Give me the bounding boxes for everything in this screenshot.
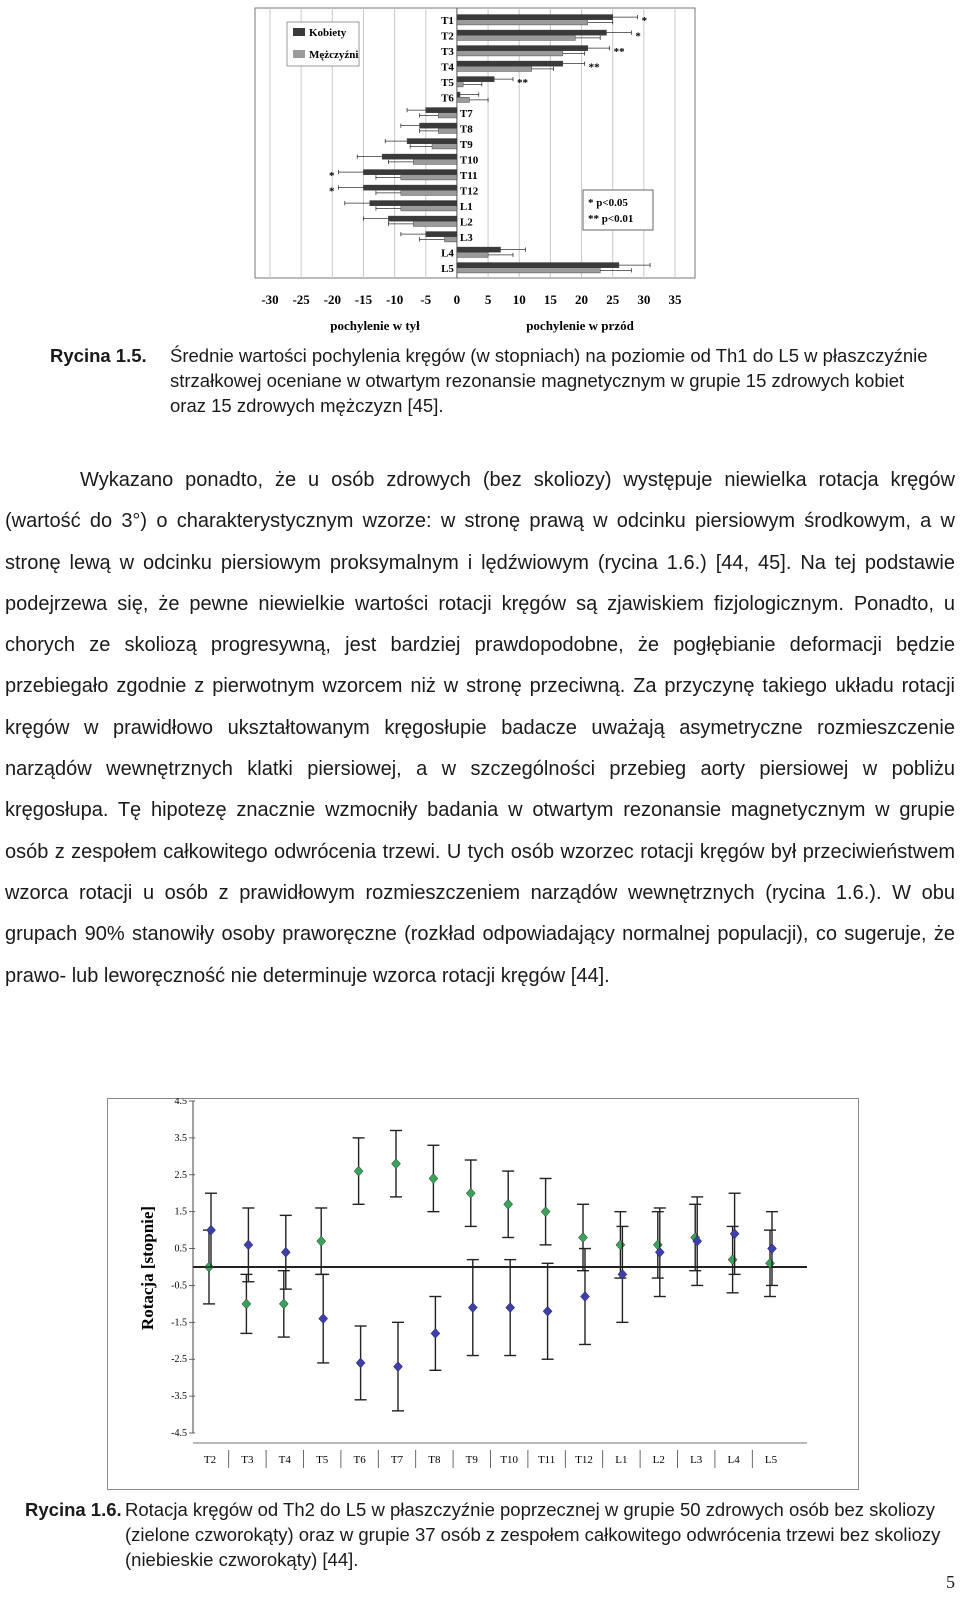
significance-legend-p01: ** p<0.01 bbox=[588, 213, 634, 225]
legend-label-kobiety: Kobiety bbox=[309, 27, 347, 39]
legend-swatch-mezczyzni bbox=[293, 50, 305, 58]
x-tick-label: -30 bbox=[261, 292, 279, 307]
category-label: L5 bbox=[441, 262, 454, 275]
bar-mężczyźni bbox=[457, 97, 469, 102]
bar-mężczyźni bbox=[444, 237, 456, 242]
category-label: T12 bbox=[459, 185, 479, 198]
significance-mark: ** bbox=[588, 61, 600, 74]
y-tick-label: -1.5 bbox=[171, 1317, 187, 1329]
category-label: L3 bbox=[690, 1454, 703, 1466]
bar-kobiety bbox=[457, 247, 501, 252]
category-label: T9 bbox=[459, 138, 473, 151]
chart-frame bbox=[108, 1099, 859, 1490]
x-tick-label: -5 bbox=[420, 292, 432, 307]
category-label: T6 bbox=[353, 1454, 366, 1466]
x-tick-label: 15 bbox=[543, 292, 557, 307]
figure-1-5-bar-chart bbox=[235, 0, 697, 342]
category-label: T6 bbox=[441, 92, 454, 105]
legend-label-mezczyzni: Mężczyźni bbox=[309, 49, 359, 61]
significance-mark: ** bbox=[613, 45, 625, 58]
page-number: 5 bbox=[946, 1572, 955, 1592]
y-tick-label: 2.5 bbox=[174, 1169, 187, 1181]
significance-mark: * bbox=[641, 14, 648, 27]
category-label: T5 bbox=[316, 1454, 329, 1466]
bar-mężczyźni bbox=[438, 113, 457, 118]
significance-mark: * bbox=[329, 169, 335, 182]
figure-1-6-label: Rycina 1.6. bbox=[25, 1499, 122, 1520]
bar-mężczyźni bbox=[457, 252, 488, 257]
bar-kobiety bbox=[457, 61, 563, 66]
bar-kobiety bbox=[426, 108, 457, 113]
significance-mark: * bbox=[329, 185, 335, 198]
x-tick-label: 35 bbox=[668, 292, 682, 307]
category-label: T8 bbox=[428, 1454, 441, 1466]
bar-mężczyźni bbox=[413, 221, 457, 226]
category-label: T12 bbox=[575, 1454, 593, 1466]
bar-kobiety bbox=[426, 232, 457, 237]
x-tick-label: -25 bbox=[292, 292, 310, 307]
x-tick-label: -10 bbox=[385, 292, 404, 307]
y-tick-label: -4.5 bbox=[171, 1428, 187, 1439]
category-label: L2 bbox=[459, 216, 473, 229]
category-label: L1 bbox=[615, 1454, 628, 1466]
category-label: L4 bbox=[727, 1454, 740, 1466]
bar-kobiety bbox=[363, 170, 456, 175]
category-label: L2 bbox=[652, 1454, 665, 1466]
figure-1-6-caption-text: Rotacja kręgów od Th2 do L5 w płaszczyźnie poprzecznej w grupie 50 zdrowych osób bez skoliozy (zielone czworokąty) oraz w grupie 37 osób z zespołem całkowitego odwrócenia trzewi bez skoliozy (niebieskie czworokąty) [44]. bbox=[125, 1499, 941, 1570]
category-label: T5 bbox=[441, 76, 454, 89]
bar-mężczyźni bbox=[457, 35, 575, 40]
figure-1-5-caption-text: Średnie wartości pochylenia kręgów (w stopniach) na poziomie od Th1 do L5 w płaszczyźnie strzałkowej oceniane w otwartym rezonansie magnetycznym w grupie 15 zdrowych kobiet oraz 15 zdrowych mężczyzn [45]. bbox=[170, 345, 928, 416]
bar-mężczyźni bbox=[457, 20, 588, 25]
body-paragraph-container bbox=[5, 460, 955, 997]
category-label: T4 bbox=[441, 61, 454, 74]
x-tick-label: 30 bbox=[637, 292, 651, 307]
bar-kobiety bbox=[457, 46, 588, 51]
bar-kobiety bbox=[420, 123, 457, 128]
category-label: T9 bbox=[465, 1454, 478, 1466]
figure-1-5-caption bbox=[50, 343, 950, 416]
legend-swatch-kobiety bbox=[293, 28, 305, 36]
category-label: T3 bbox=[241, 1454, 254, 1466]
y-tick-label: -0.5 bbox=[171, 1280, 187, 1292]
bar-mężczyźni bbox=[401, 206, 457, 211]
y-tick-label: 3.5 bbox=[174, 1132, 187, 1144]
bar-kobiety bbox=[457, 263, 619, 268]
category-label: T1 bbox=[441, 14, 454, 27]
category-label: T3 bbox=[441, 45, 454, 58]
category-label: T11 bbox=[459, 169, 478, 182]
x-tick-label: 5 bbox=[484, 292, 492, 307]
y-tick-label: -3.5 bbox=[171, 1391, 187, 1403]
category-label: T4 bbox=[278, 1454, 291, 1466]
category-label: T2 bbox=[441, 30, 454, 43]
bar-mężczyźni bbox=[457, 82, 463, 87]
bar-kobiety bbox=[388, 216, 457, 221]
bar-kobiety bbox=[370, 201, 457, 206]
category-label: T10 bbox=[500, 1454, 519, 1466]
bar-mężczyźni bbox=[438, 128, 457, 133]
x-tick-label: 10 bbox=[512, 292, 526, 307]
bar-kobiety bbox=[457, 77, 494, 82]
significance-legend bbox=[583, 190, 653, 230]
significance-legend-p05: * p<0.05 bbox=[588, 197, 628, 209]
bar-kobiety bbox=[457, 30, 607, 35]
figure-1-5-label: Rycina 1.5. bbox=[50, 345, 147, 366]
bar-kobiety bbox=[457, 15, 613, 20]
category-label: T10 bbox=[459, 154, 479, 167]
bar-mężczyźni bbox=[401, 175, 457, 180]
bar-mężczyźni bbox=[457, 66, 532, 71]
category-label: T11 bbox=[537, 1454, 556, 1466]
y-tick-label: 4.5 bbox=[174, 1098, 187, 1107]
y-tick-label: 0.5 bbox=[174, 1243, 187, 1255]
x-axis-label-right: pochylenie w przód bbox=[526, 318, 634, 333]
category-label: T7 bbox=[459, 107, 473, 120]
x-tick-label: 25 bbox=[606, 292, 620, 307]
bar-mężczyźni bbox=[401, 190, 457, 195]
category-label: L3 bbox=[459, 231, 473, 244]
x-axis-label-left: pochylenie w tył bbox=[330, 318, 420, 333]
bar-mężczyźni bbox=[457, 51, 563, 56]
x-tick-label: -20 bbox=[323, 292, 341, 307]
category-label: T8 bbox=[459, 123, 473, 136]
y-axis-label: Rotacja [stopnie] bbox=[138, 1205, 157, 1331]
figure-1-6-scatter-chart bbox=[107, 1098, 859, 1490]
category-label: L1 bbox=[459, 200, 473, 213]
category-label: T2 bbox=[203, 1454, 217, 1466]
y-tick-label: -2.5 bbox=[171, 1354, 187, 1366]
bar-kobiety bbox=[382, 154, 457, 159]
category-label: T7 bbox=[390, 1454, 404, 1466]
figure-1-6-caption bbox=[25, 1497, 955, 1570]
x-tick-label: -15 bbox=[354, 292, 373, 307]
significance-mark: * bbox=[635, 30, 641, 43]
legend bbox=[287, 22, 359, 66]
x-tick-label: 0 bbox=[453, 292, 461, 307]
x-tick-label: 20 bbox=[575, 292, 589, 307]
bar-mężczyźni bbox=[457, 268, 600, 273]
bar-kobiety bbox=[407, 139, 457, 144]
category-label: L4 bbox=[441, 247, 454, 260]
bar-kobiety bbox=[457, 92, 460, 97]
y-tick-label: 1.5 bbox=[174, 1206, 187, 1218]
category-label: L5 bbox=[764, 1454, 778, 1466]
bar-kobiety bbox=[363, 185, 456, 190]
bar-mężczyźni bbox=[413, 159, 457, 164]
bar-mężczyźni bbox=[432, 144, 457, 149]
body-paragraph: Wykazano ponadto, że u osób zdrowych (bez skoliozy) występuje niewielka rotacja kręgów (wartość do 3°) o charakterystycznym wzorze: w stronę prawą w odcinku piersiowym środkowym, a w stronę lewą w odcinku piersiowym proksymalnym i lędźwiowym (rycina 1.6.) [44, 45]. Na tej podstawie podejrzewa się, że pewne niewielkie wartości rotacji kręgów są zjawiskiem fizjologicznym. Ponadto, u chorych ze skoliozą progresywną, jest bardziej prawdopodobne, że pogłębianie deformacji będzie przebiegało zgodnie z pierwotnym wzorcem niż w stronę przeciwną. Za przyczynę takiego układu rotacji kręgów w prawidłowo ukształtowanym kręgosłupie badacze uważają asymetryczne rozmieszczenie narządów wewnętrznych klatki piersiowej, a w szczególności przebieg aorty piersiowej w pobliżu kręgosłupa. Tę hipotezę znacznie wzmocniły badania w otwartym rezonansie magnetycznym w grupie osób z zespołem całkowitego odwrócenia trzewi. U tych osób wzorzec rotacji kręgów był przeciwieństwem wzorca rotacji u osób z prawidłowym rozmieszczeniem narządów wewnętrznych (rycina 1.6.). W obu grupach 90% stanowiły osoby praworęczne (rozkład odpowiadający normalnej populacji), co sugeruje, że prawo- lub leworęczność nie determinuje wzorca rotacji kręgów [44]. bbox=[5, 469, 955, 987]
significance-mark: ** bbox=[517, 76, 528, 89]
